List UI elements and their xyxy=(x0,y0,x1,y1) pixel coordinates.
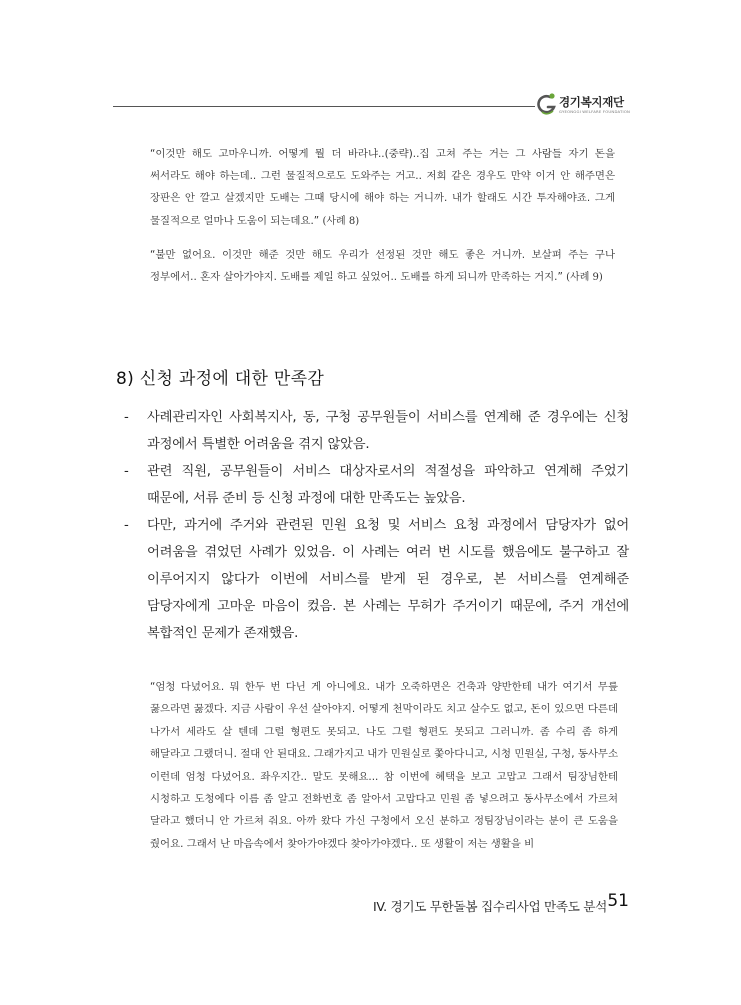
section-heading: 8) 신청 과정에 대한 만족감 xyxy=(116,369,325,389)
bullet-dash: - xyxy=(124,410,129,425)
interview-quote-3 xyxy=(150,676,618,855)
foundation-logo xyxy=(536,92,656,122)
bullet-dash: - xyxy=(124,464,129,479)
bullet-dash: - xyxy=(124,518,129,533)
quote-case-label: (사례 9) xyxy=(566,272,603,284)
interview-quote-1 xyxy=(150,143,615,233)
header-rule xyxy=(113,106,535,107)
quote-case-label: (사례 8) xyxy=(322,215,360,227)
bullet-item xyxy=(124,512,629,647)
page-footer xyxy=(373,891,629,915)
quote-text: “불만 없어요. 이것만 해준 것만 해도 우리가 선정된 것만 해도 좋은 거니까. 보살펴 주는 구나 정부에서.. 혼자 살아가야지. 도배를 제일 하고 싶었어.. 도배를 하게 되니까 만족하는 거지.” xyxy=(150,249,615,284)
gyeonggi-welfare-logo-icon xyxy=(536,92,558,116)
page-number: 51 xyxy=(607,891,629,911)
bullet-list xyxy=(124,404,629,647)
bullet-text: 다만, 과거에 주거와 관련된 민원 요청 및 서비스 요청 과정에서 담당자가 없어 어려움을 겪었던 사례가 있었음. 이 사례는 여러 번 시도를 했음에도 불구하고 잘 이루어지지 않다가 이번에 서비스를 받게 된 경우로, 본 서비스를 연계해준 담당자에게 고마운 마음이 컸음. 본 사례는 무허가 주거이기 때문에, 주거 개선에 복합적인 문제가 존재했음. xyxy=(147,518,629,641)
logo-name: 경기복지재단 xyxy=(559,95,624,109)
quote-text: “이것만 해도 고마우니까. 어떻게 뭘 더 바라냐..(중략)..집 고쳐 주는 거는 그 사람들 자기 돈을 써서라도 해야 하는데.. 그런 물질적으로도 도와주는 거고.. 저희 같은 경우도 만약 이거 안 해주면은 장판은 안 깔고 살겠지만 도배는 그때 당시에 해야 하는 거니까. 내가 할래도 시간 투자해야죠. 그게 물질적으로 얼마나 도움이 되는데요.” xyxy=(150,148,615,227)
bullet-item xyxy=(124,404,629,458)
logo-subtitle: GYEONGGI WELFARE FOUNDATION xyxy=(559,109,631,114)
bullet-text: 사례관리자인 사회복지사, 동, 구청 공무원들이 서비스를 연계해 준 경우에는 신청 과정에서 특별한 어려움을 겪지 않았음. xyxy=(147,410,629,452)
quote-text: “엄청 다녔어요. 뭐 한두 번 다닌 게 아니에요. 내가 오죽하면은 건축과 양반한테 내가 여기서 무릎 꿇으라면 꿇겠다. 지금 사람이 우선 살아야지. 어떻게 천막이라도 치고 살수도 없고, 돈이 있으면 다른데 나가서 세라도 살 텐데 그럴 형편도 못되고. 나도 그럴 형편도 못되고 그러니까. 좀 수리 좀 하게 해달라고 그랬더니. 절대 안 된대요. 그래가지고 내가 민원실로 쫓아다니고, 시청 민원실, 구청, 동사무소 이런데 엄청 다녔어요. 좌우지간.. 말도 못해요... 참 이번에 혜택을 보고 고맙고 그래서 팀장님한테 시청하고 도청에다 이름 좀 알고 전화번호 좀 알아서 고맙다고 민원 좀 넣으려고 동사무소에서 가르쳐 달라고 했더니 안 가르쳐 줘요. 아까 왔다 가신 구청에서 오신 분하고 정팀장님이라는 분이 큰 도움을 줬어요. 그래서 난 마음속에서 찾아가야겠다 찾아가야겠다.. 또 생활이 저는 생활을 비 xyxy=(150,681,618,850)
footer-chapter-title: IV. 경기도 무한돌봄 집수리사업 만족도 분석 xyxy=(373,899,608,914)
bullet-item xyxy=(124,458,629,512)
bullet-text: 관련 직원, 공무원들이 서비스 대상자로서의 적절성을 파악하고 연계해 주었기 때문에, 서류 준비 등 신청 과정에 대한 만족도는 높았음. xyxy=(147,464,629,506)
interview-quote-2 xyxy=(150,244,615,289)
